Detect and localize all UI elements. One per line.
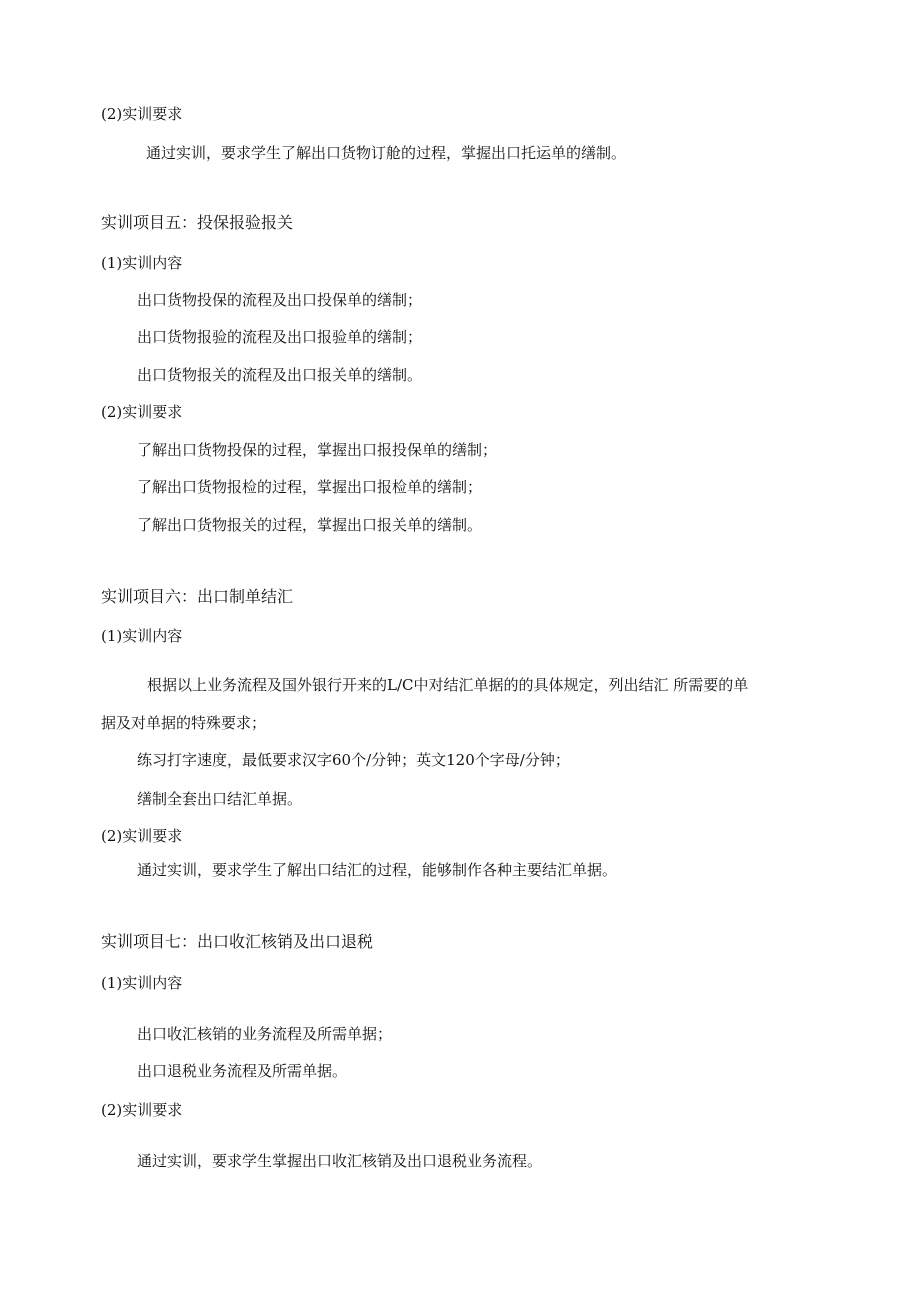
- section-requirement-label: (2)实训要求: [101, 403, 183, 421]
- paragraph: 通过实训，要求学生了解出口货物订舱的过程，掌握出口托运单的缮制。: [146, 144, 627, 162]
- list-item: 了解出口货物报检的过程，掌握出口报检单的缮制；: [137, 478, 483, 496]
- paragraph: 通过实训，要求学生掌握出口收汇核销及出口退税业务流程。: [137, 1152, 543, 1170]
- section-requirement-label: (2)实训要求: [101, 1101, 183, 1119]
- section-content-label: (1)实训内容: [101, 254, 183, 272]
- list-item: 了解出口货物投保的过程，掌握出口报投保单的缮制；: [137, 441, 498, 459]
- list-item: 出口货物报验的流程及出口报验单的缮制；: [137, 328, 423, 346]
- section-content-label: (1)实训内容: [101, 627, 183, 645]
- list-item: 练习打字速度，最低要求汉字60个/分钟；英文120个字母/分钟；: [137, 751, 570, 769]
- section-heading-project-5: 实训项目五：投保报验报关: [101, 213, 294, 232]
- section-content-label: (1)实训内容: [101, 974, 183, 992]
- list-item: 出口货物投保的流程及出口投保单的缮制；: [137, 291, 423, 309]
- section-heading-project-6: 实训项目六：出口制单结汇: [101, 587, 294, 606]
- list-item: 出口收汇核销的业务流程及所需单据；: [137, 1025, 393, 1043]
- list-item: 出口退税业务流程及所需单据。: [137, 1062, 348, 1080]
- list-item: 了解出口货物报关的过程，掌握出口报关单的缮制。: [137, 516, 483, 534]
- list-item: 缮制全套出口结汇单据。: [137, 790, 303, 808]
- section-requirement-label: (2)实训要求: [101, 105, 183, 123]
- list-item: 出口货物报关的流程及出口报关单的缮制。: [137, 366, 423, 384]
- paragraph: 通过实训，要求学生了解出口结汇的过程，能够制作各种主要结汇单据。: [137, 861, 618, 879]
- paragraph: 根据以上业务流程及国外银行开来的L/C中对结汇单据的的具体规定，列出结汇 所需要的单: [147, 676, 749, 694]
- section-heading-project-7: 实训项目七：出口收汇核销及出口退税: [101, 932, 374, 951]
- paragraph-continuation: 据及对单据的特殊要求；: [101, 714, 267, 732]
- section-requirement-label: (2)实训要求: [101, 827, 183, 845]
